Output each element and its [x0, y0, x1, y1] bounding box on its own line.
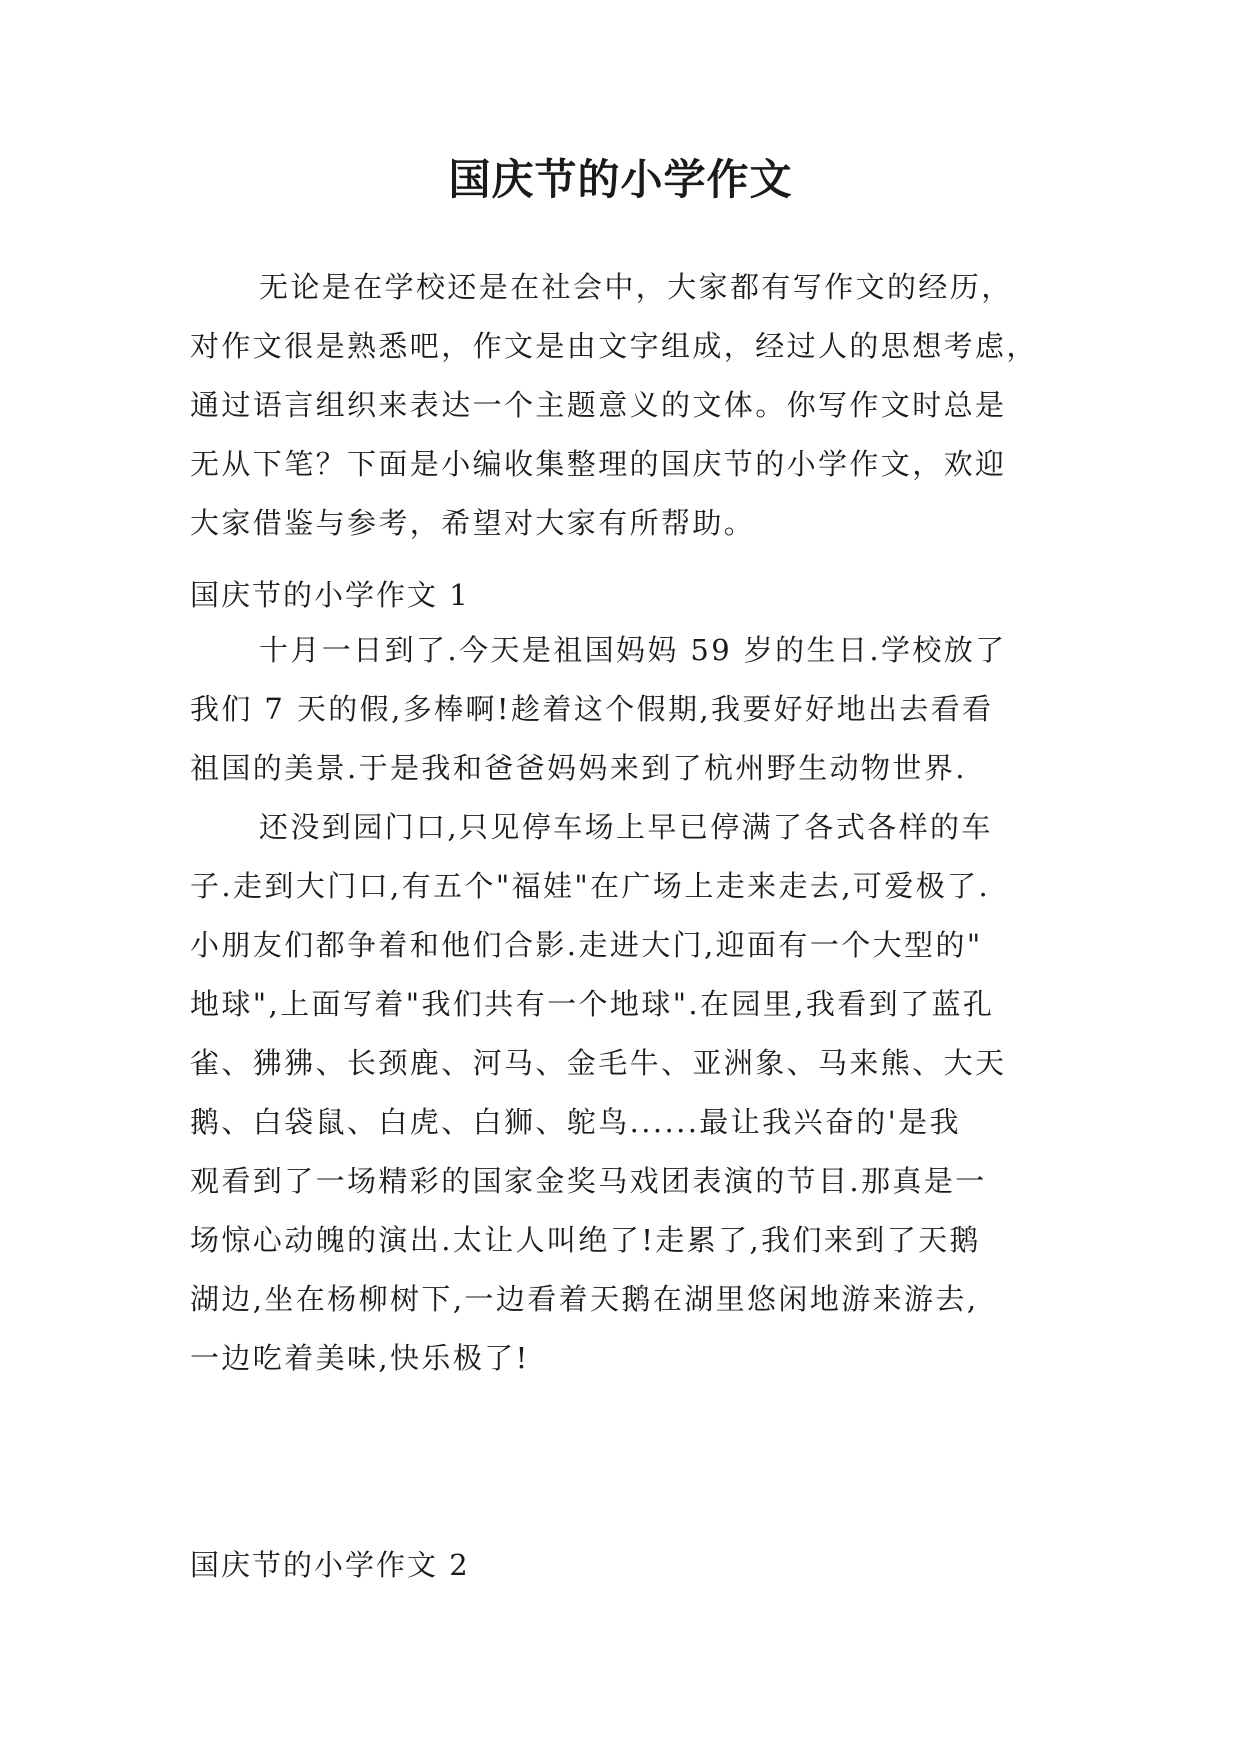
essay-1-heading: 国庆节的小学作文 1 [190, 578, 470, 612]
essay-1-paragraph-2-line: 观看到了一场精彩的国家金奖马戏团表演的节目.那真是一 [190, 1164, 987, 1198]
essay-1-paragraph-2-line: 场惊心动魄的演出.太让人叫绝了!走累了,我们来到了天鹅 [190, 1223, 981, 1257]
intro-line: 无论是在学校还是在社会中，大家都有写作文的经历， [259, 270, 1013, 304]
essay-1-section [190, 566, 1070, 625]
essay-1-paragraph-2-line: 鹅、白袋鼠、白虎、白狮、鸵鸟......最让我兴奋的'是我 [190, 1105, 961, 1139]
essay-1-paragraph-2-line: 地球",上面写着"我们共有一个地球".在园里,我看到了蓝孔 [190, 987, 995, 1021]
intro-paragraph [190, 258, 1070, 553]
essay-1-paragraph-1 [190, 621, 1070, 798]
intro-line: 通过语言组织来表达一个主题意义的文体。你写作文时总是 [190, 388, 1007, 422]
essay-1-paragraph-2-line: 还没到园门口,只见停车场上早已停满了各式各样的车 [259, 810, 993, 844]
document-title: 国庆节的小学作文 [448, 155, 793, 204]
essay-1-paragraph-1-line: 祖国的美景.于是我和爸爸妈妈来到了杭州野生动物世界. [190, 751, 967, 785]
essay-1-paragraph-2-line: 子.走到大门口,有五个"福娃"在广场上走来走去,可爱极了. [190, 869, 991, 903]
essay-2-heading: 国庆节的小学作文 2 [190, 1548, 470, 1582]
essay-1-paragraph-1-line: 十月一日到了.今天是祖国妈妈 59 岁的生日.学校放了 [259, 633, 1007, 667]
essay-1-paragraph-1-line: 我们 7 天的假,多棒啊!趁着这个假期,我要好好地出去看看 [190, 692, 994, 726]
essay-1-paragraph-2-line: 雀、狒狒、长颈鹿、河马、金毛牛、亚洲象、马来熊、大天 [190, 1046, 1007, 1080]
intro-line: 对作文很是熟悉吧，作文是由文字组成，经过人的思想考虑， [190, 329, 1038, 363]
essay-1-paragraph-2-line: 湖边,坐在杨柳树下,一边看着天鹅在湖里悠闲地游来游去, [190, 1282, 979, 1316]
essay-1-paragraph-2-line: 一边吃着美味,快乐极了! [190, 1341, 530, 1375]
essay-1-paragraph-2 [190, 798, 1070, 1388]
intro-line: 大家借鉴与参考，希望对大家有所帮助。 [190, 506, 756, 540]
intro-line: 无从下笔？下面是小编收集整理的国庆节的小学作文，欢迎 [190, 447, 1007, 481]
essay-1-paragraph-2-line: 小朋友们都争着和他们合影.走进大门,迎面有一个大型的" [190, 928, 983, 962]
essay-2-section [190, 1536, 1070, 1595]
